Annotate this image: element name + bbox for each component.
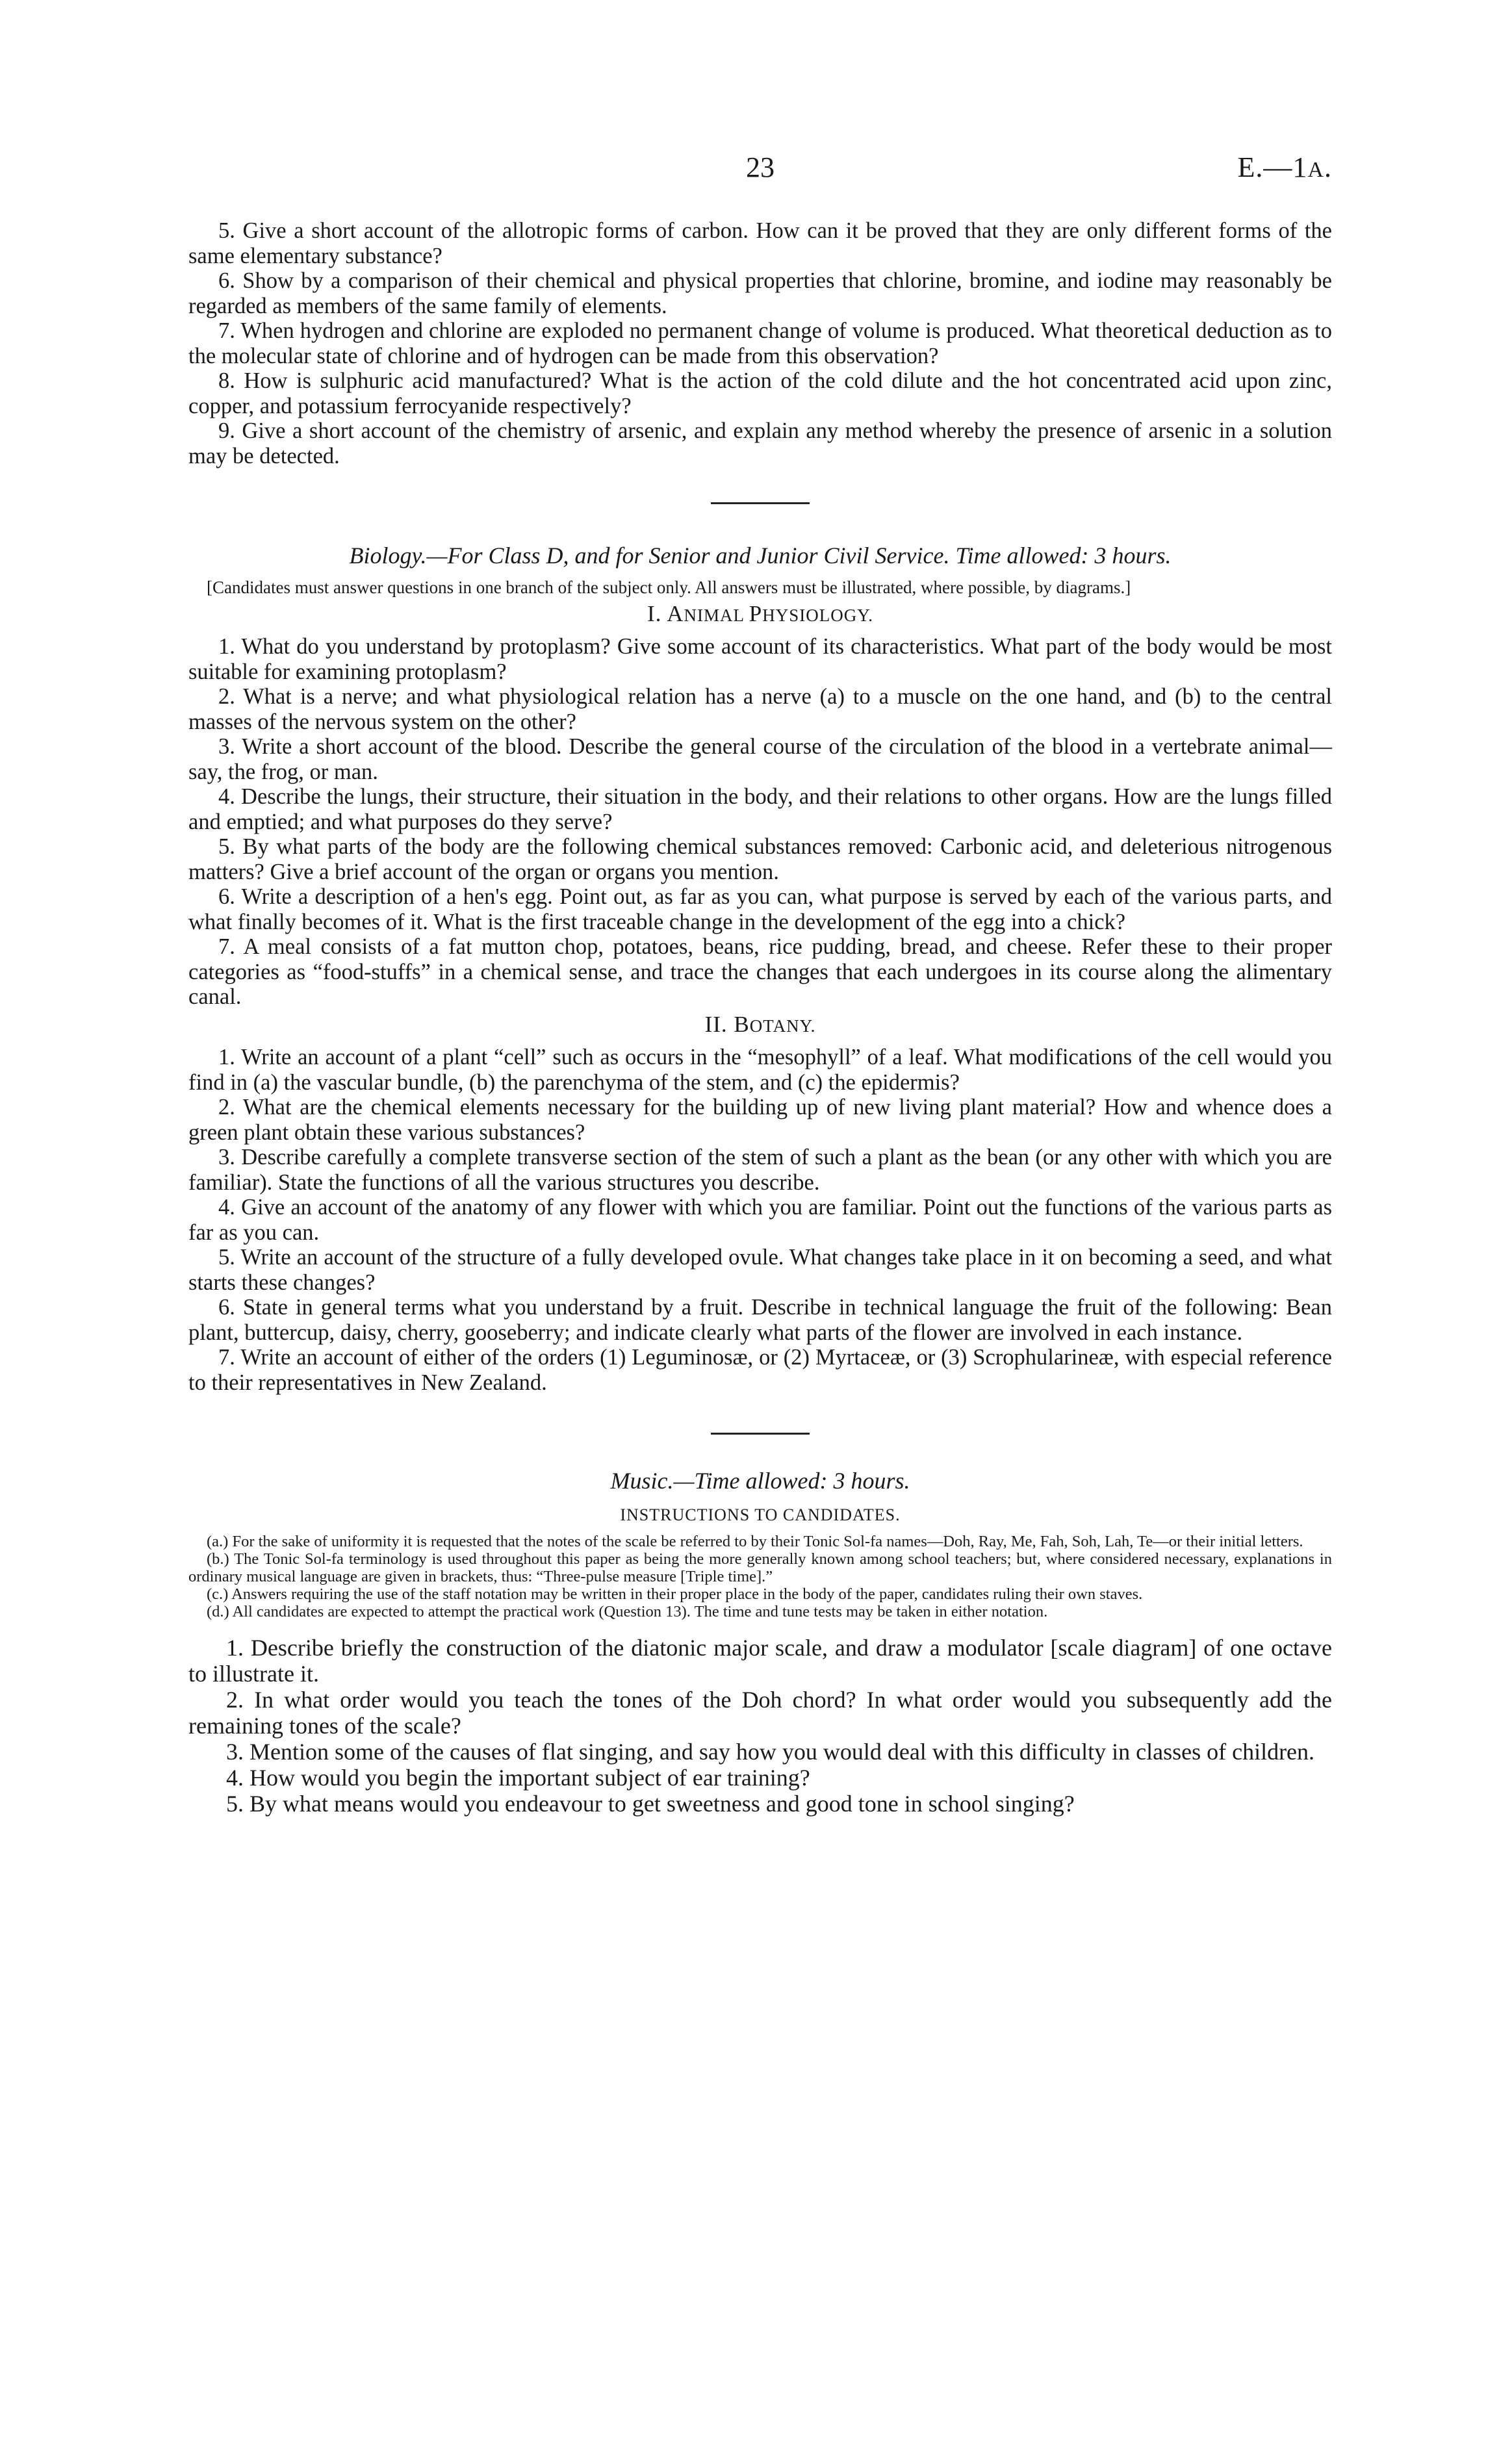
chemistry-question: 9. Give a short account of the chemistry of arsenic, and explain any method whereby the presence of arsenic in a solution may be detected. [188,418,1332,468]
biology-title: Biology.—For Class D, and for Senior and Junior Civil Service. Time allowed: 3 hours. [349,543,1172,569]
heading-initial: P [749,600,763,626]
instructions-heading: INSTRUCTIONS TO CANDIDATES. [620,1505,901,1524]
animal-physiology-question: 3. Write a short account of the blood. Describe the general course of the circulation of the blood in a vertebrate animal—say, the frog, or man. [188,734,1332,784]
botany-heading [188,1012,1332,1039]
heading-numeral: II. [704,1011,734,1037]
section-divider [711,1433,810,1435]
heading-numeral: I. [647,600,667,626]
biology-note: [Candidates must answer questions in one branch of the subject only. All answers must be illustrated, where possible, by diagrams.] [207,577,1131,597]
music-question: 4. How would you begin the important subject of ear training? [226,1765,810,1791]
botany-question: 4. Give an account of the anatomy of any flower with which you are familiar. Point out the functions of the various parts as far as you can. [188,1195,1332,1245]
chemistry-question: 7. When hydrogen and chlorine are exploded no permanent change of volume is produced. What theoretical deduction as to the molecular state of chlorine and of hydrogen can be made from this observation? [188,318,1332,368]
biology-section [188,543,1332,1395]
animal-physiology-question: 2. What is a nerve; and what physiological relation has a nerve (a) to a muscle on the one hand, and (b) to the central masses of the nervous system on the other? [188,684,1332,734]
animal-physiology-question: 5. By what parts of the body are the following chemical substances removed: Carbonic acid, and deleterious nitrogenous matters? Give a brief account of the organ or organs you mention. [188,834,1332,884]
botany-question: 6. State in general terms what you understand by a fruit. Describe in technical language the fruit of the following: Bean plant, buttercup, daisy, cherry, gooseberry; and indicate clearly what parts of the flower are involved in each instance. [188,1295,1332,1345]
music-title: Music.—Time allowed: 3 hours. [610,1468,910,1494]
instruction-item: (c.) Answers requiring the use of the staff notation may be written in their proper place in the body of the paper, candidates ruling their own staves. [207,1585,1143,1603]
page-content [188,218,1332,1817]
heading-small-caps: OTANY. [749,1016,816,1036]
reference-suffix: A [1307,158,1324,182]
animal-physiology-question: 1. What do you understand by protoplasm? Give some account of its characteristics. What part of the body would be most suitable for examining protoplasm? [188,634,1332,684]
heading-initial: A [667,600,684,626]
chemistry-question: 6. Show by a comparison of their chemical and physical properties that chlorine, bromine, and iodine may reasonably be regarded as members of the same family of elements. [188,268,1332,318]
animal-physiology-question: 4. Describe the lungs, their structure, their situation in the body, and their relations to other organs. How are the lungs filled and emptied; and what purposes do they serve? [188,784,1332,834]
reference-end: . [1324,151,1332,183]
music-question: 5. By what means would you endeavour to get sweetness and good tone in school singing? [226,1791,1075,1817]
music-questions [188,1635,1332,1817]
heading-small-caps: HYSIOLOGY. [762,605,873,625]
music-question: 3. Mention some of the causes of flat singing, and say how you would deal with this difficulty in classes of children. [226,1739,1315,1765]
chemistry-questions [188,218,1332,468]
botany-question: 5. Write an account of the structure of a fully developed ovule. What changes take place in it on becoming a seed, and what starts these changes? [188,1245,1332,1295]
botany-question: 3. Describe carefully a complete transverse section of the stem of such a plant as the bean (or any other with which you are familiar). State the functions of all the various structures you describe. [188,1145,1332,1195]
section-divider [711,502,810,504]
page-number: 23 [746,151,775,183]
document-reference [1238,151,1332,184]
instruction-item: (a.) For the sake of uniformity it is requested that the notes of the scale be referred to by their Tonic Sol-fa names—Doh, Ray, Me, Fah, Soh, Lah, Te—or their initial letters. [207,1533,1303,1550]
music-section [188,1468,1332,1817]
botany-question: 2. What are the chemical elements necessary for the building up of new living plant material? How and whence does a green plant obtain these various substances? [188,1095,1332,1145]
animal-physiology-question: 6. Write a description of a hen's egg. Point out, as far as you can, what purpose is served by each of the various parts, and what finally becomes of it. What is the first traceable change in the development of the egg into a chick? [188,884,1332,934]
reference-main: E.—1 [1237,151,1308,183]
botany-question: 1. Write an account of a plant “cell” such as occurs in the “mesophyll” of a leaf. What modifications of the cell would you find in (a) the vascular bundle, (b) the parenchyma of the stem, and (c) the epidermis? [188,1045,1332,1095]
music-question: 1. Describe briefly the construction of the diatonic major scale, and draw a modulator [scale diagram] of one octave to illustrate it. [188,1635,1332,1687]
botany-question: 7. Write an account of either of the orders (1) Leguminosæ, or (2) Myrtaceæ, or (3) Scrophularineæ, with especial reference to their representatives in New Zealand. [188,1345,1332,1395]
animal-physiology-question: 7. A meal consists of a fat mutton chop, potatoes, beans, rice pudding, bread, and cheese. Refer these to their proper categories as “food-stuffs” in a chemical sense, and trace the changes that each undergoes in its course along the alimentary canal. [188,934,1332,1009]
chemistry-question: 8. How is sulphuric acid manufactured? What is the action of the cold dilute and the hot concentrated acid upon zinc, copper, and potassium ferrocyanide respectively? [188,368,1332,418]
animal-physiology-heading [188,602,1332,628]
instruction-item: (b.) The Tonic Sol-fa terminology is used throughout this paper as being the more generally known among school teachers; but, where considered necessary, explanations in ordinary musical language are given in brackets, thus: “Three-pulse measure [Triple time].” [188,1550,1332,1585]
music-question: 2. In what order would you teach the tones of the Doh chord? In what order would you subsequently add the remaining tones of the scale? [188,1687,1332,1739]
heading-initial: B [734,1011,750,1037]
heading-small-caps: NIMAL [684,605,749,625]
chemistry-question: 5. Give a short account of the allotropic forms of carbon. How can it be proved that they are only different forms of the same elementary substance? [188,218,1332,268]
page-header [188,151,1332,190]
instruction-item: (d.) All candidates are expected to attempt the practical work (Question 13). The time and tune tests may be taken in either notation. [207,1603,1048,1620]
